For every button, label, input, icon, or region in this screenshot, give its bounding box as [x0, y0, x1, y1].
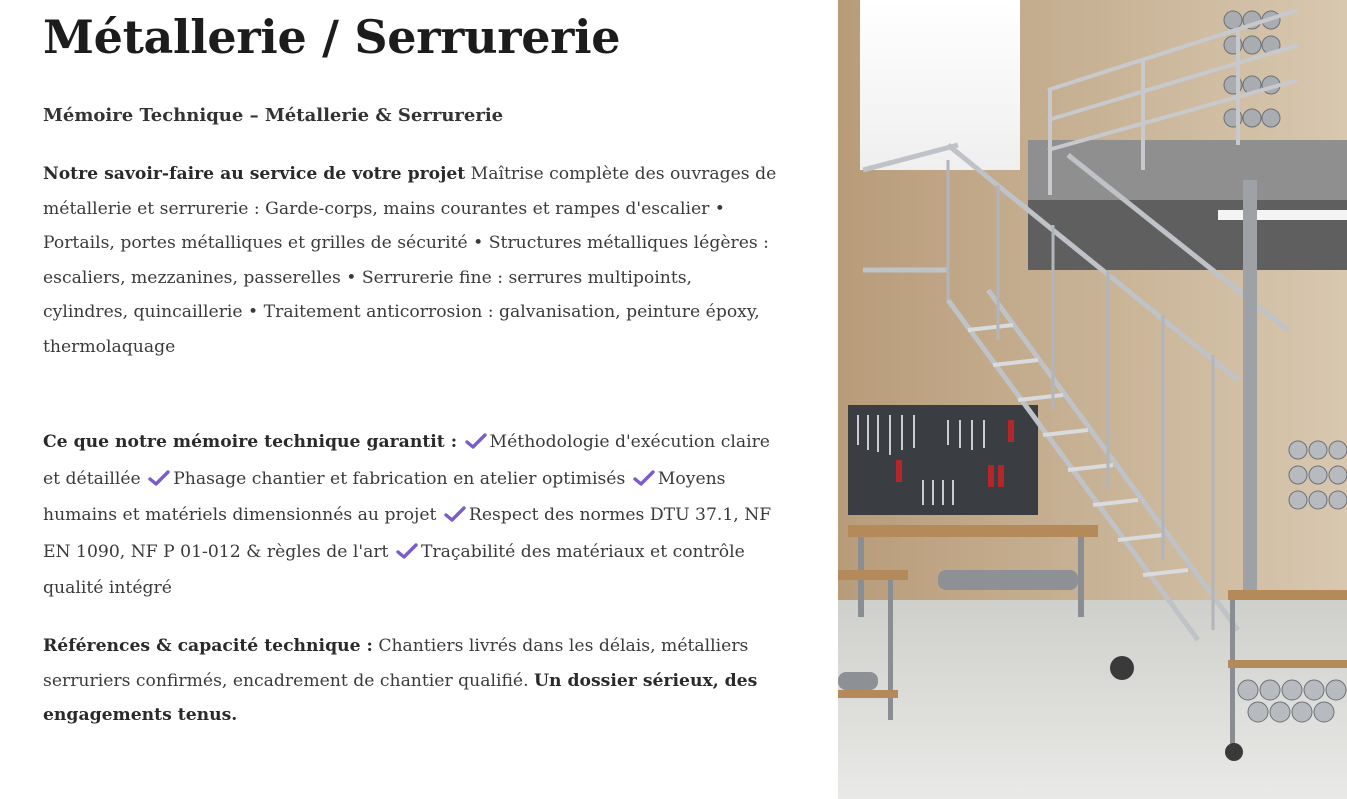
references-paragraph	[43, 629, 778, 733]
garantie-item: Moyens humains et matériels dimensionnés au projet	[43, 468, 726, 526]
page-subtitle: Mémoire Technique – Métallerie & Serrurerie	[43, 105, 504, 126]
references-closing: Un dossier sérieux, des engagements tenus.	[43, 670, 758, 725]
savoir-faire-paragraph	[43, 157, 778, 364]
savoir-faire-lead: Notre savoir-faire au service de votre projet	[43, 164, 466, 184]
check-icon	[465, 433, 487, 449]
check-icon	[444, 506, 466, 522]
check-icon	[633, 470, 655, 486]
garantie-item: Respect des normes DTU 37.1, NF EN 1090, NF P 01-012 & règles de l'art	[43, 505, 772, 562]
workshop-illustration	[838, 0, 1347, 799]
references-text: Chantiers livrés dans les délais, métalliers serruriers confirmés, encadrement de chantier qualifié.	[43, 636, 749, 691]
references-lead: Références & capacité technique :	[43, 636, 373, 656]
garantie-item: Traçabilité des matériaux et contrôle qualité intégré	[43, 541, 745, 599]
garanties-paragraph	[43, 424, 778, 607]
workshop-staircase-photo	[838, 0, 1347, 799]
check-icon	[396, 543, 418, 559]
garanties-lead: Ce que notre mémoire technique garantit :	[43, 432, 458, 452]
page-title: Métallerie / Serrurerie	[43, 10, 621, 64]
garantie-item: Méthodologie d'exécution claire et détaillée	[43, 432, 770, 489]
check-icon	[148, 470, 170, 486]
savoir-faire-text: Maîtrise complète des ouvrages de métallerie et serrurerie : Garde-corps, mains courantes et rampes d'escalier • Portails, portes métalliques et grilles de sécurité • Structures métalliques légères : escaliers, mezzanines, passerelles • Serrurerie fine : serrures multipoints, cylindres, quincaillerie • Traitement anticorrosion : galvanisation, peinture époxy, thermolaquage	[43, 164, 777, 357]
garantie-item: Phasage chantier et fabrication en atelier optimisés	[173, 468, 626, 489]
